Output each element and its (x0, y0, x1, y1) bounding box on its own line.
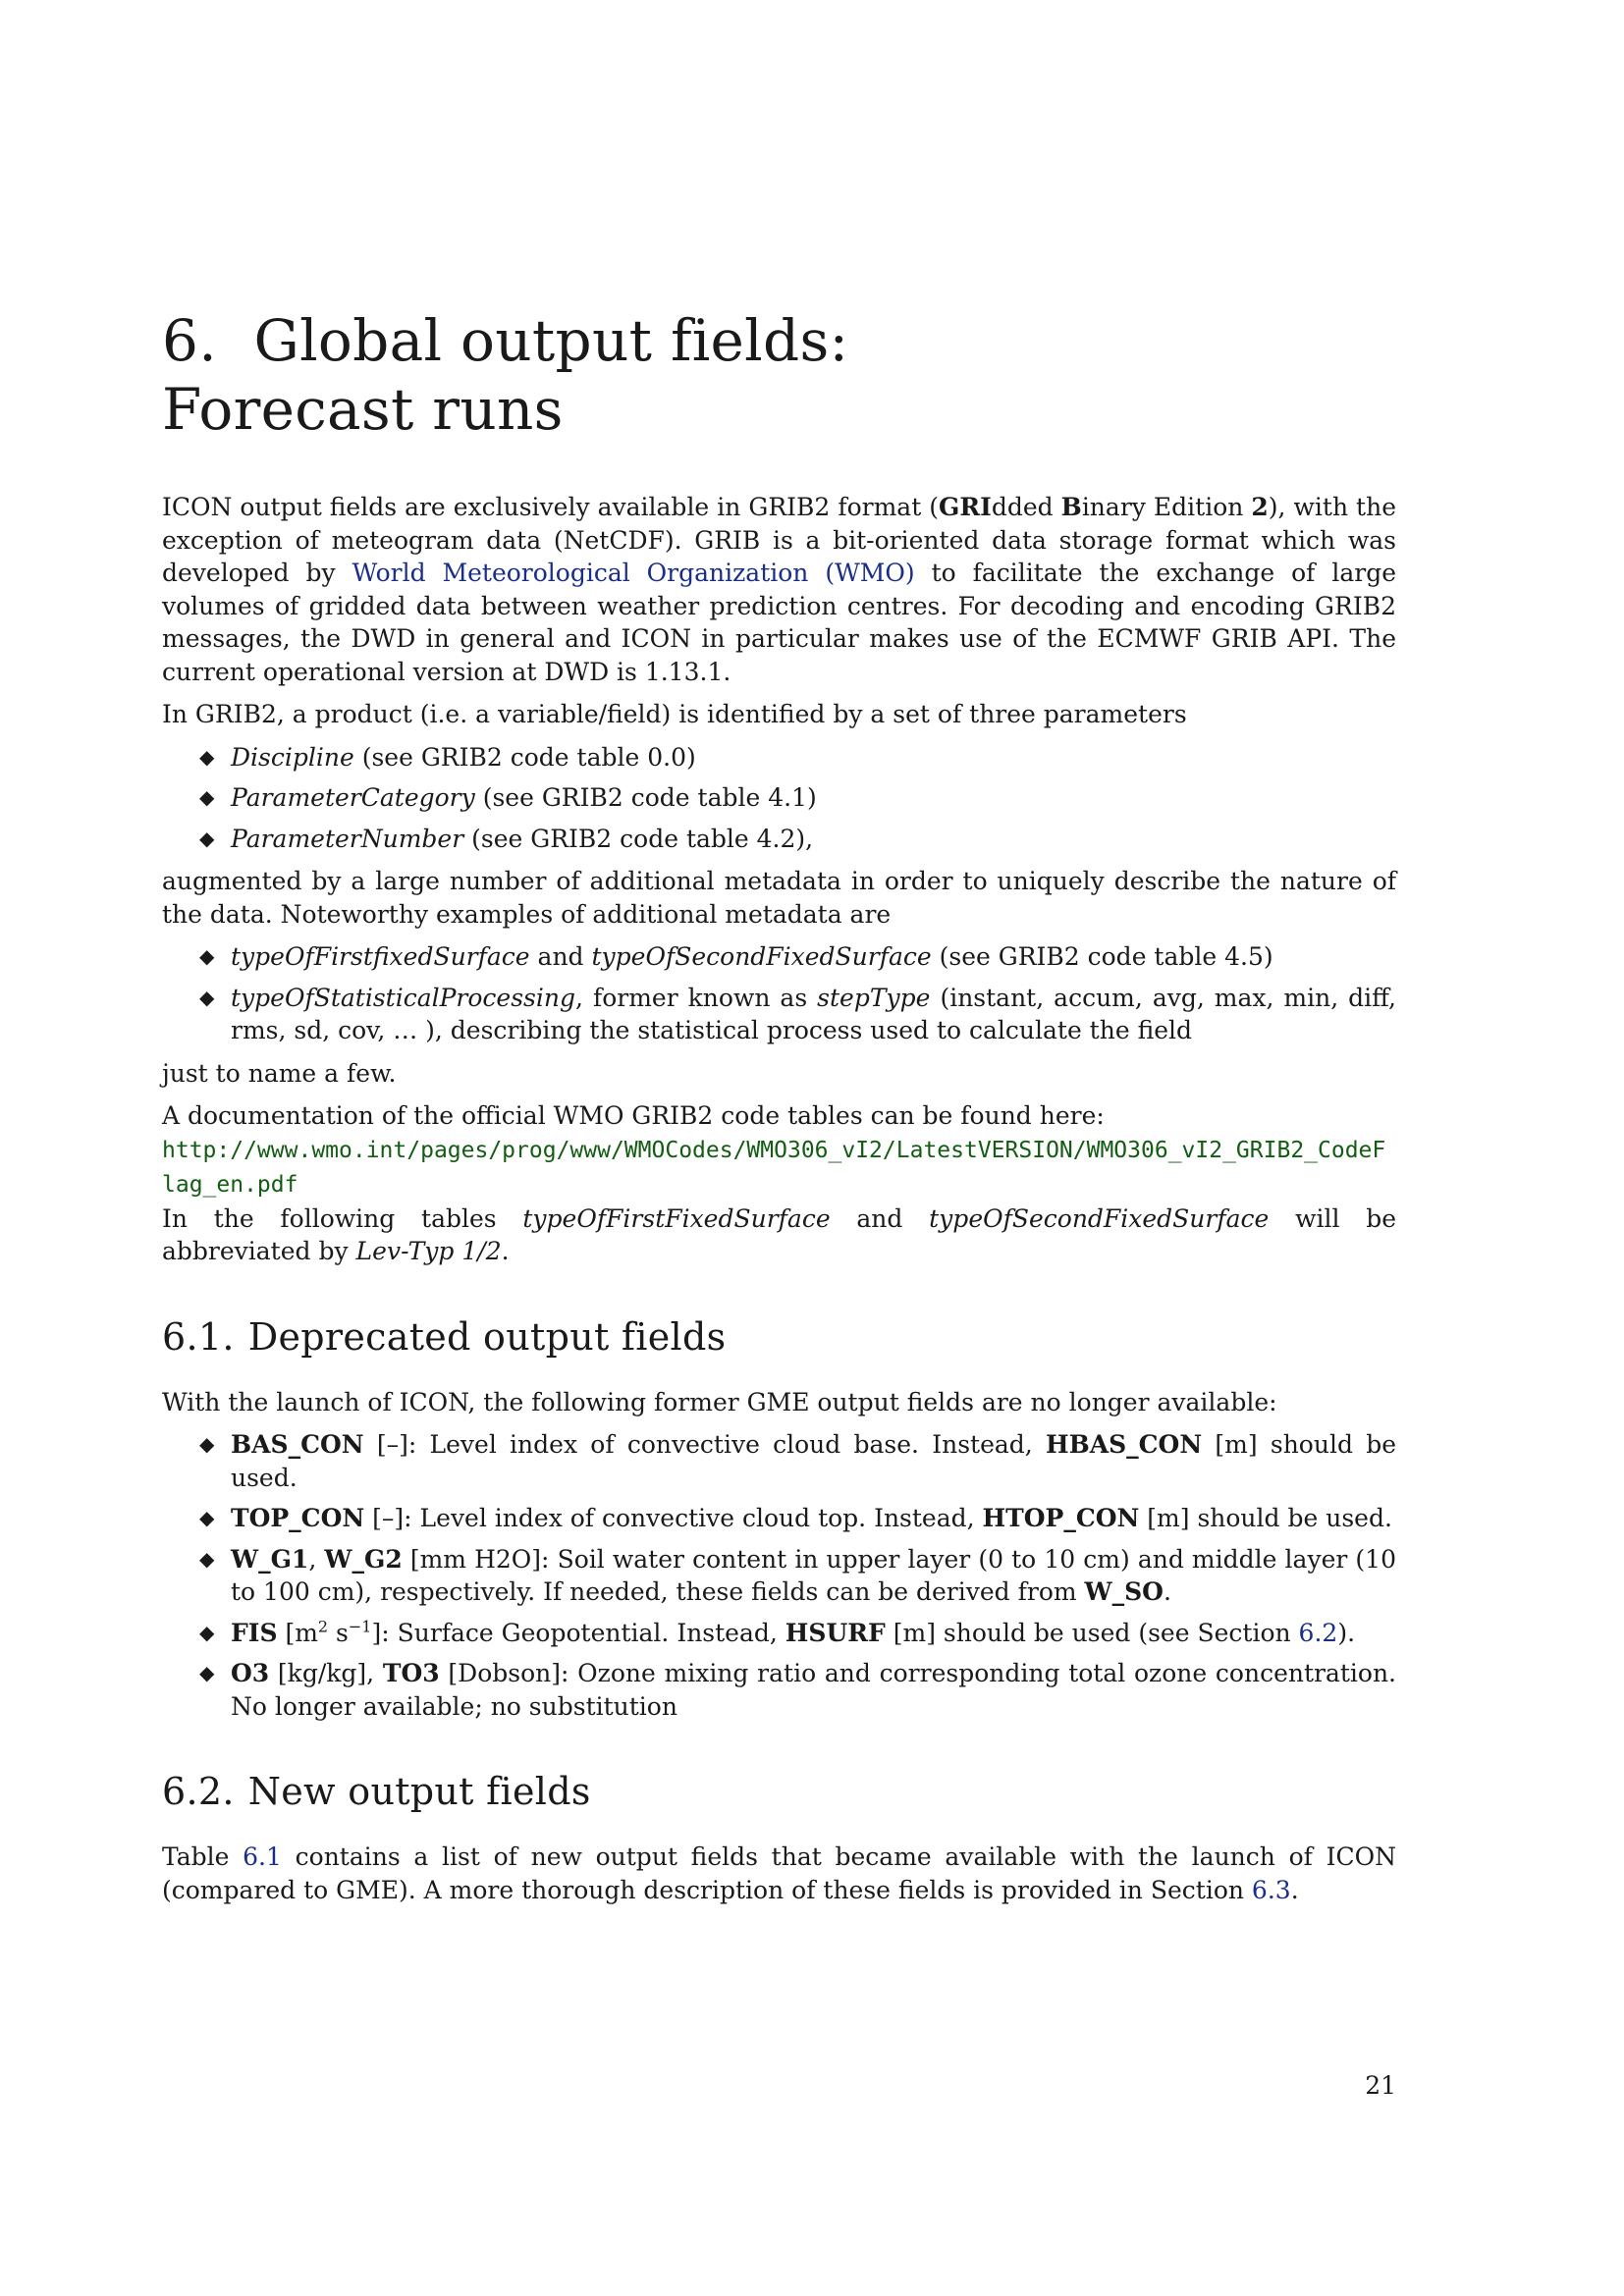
list-item: ◆ typeOfFirstfixedSurface and typeOfSecondFixedSurface (see GRIB2 code table 4.5) (231, 940, 1396, 974)
bullet-icon: ◆ (199, 744, 215, 769)
intro-paragraph: ICON output fields are exclusively available in GRIB2 format (GRIdded Binary Edition 2), with the exception of meteogram data (NetCDF). GRIB is a bit-oriented data storage format which was developed by World Meteorological Organization (WMO) to facilitate the exchange of large volumes of gridded data between weather prediction centres. For decoding and encoding GRIB2 messages, the DWD in general and ICON in particular makes use of the ECMWF GRIB API. The current operational version at DWD is 1.13.1. (162, 493, 1397, 686)
bullet-icon: ◆ (199, 826, 215, 850)
chapter-title (162, 306, 848, 444)
section-6-3-link[interactable]: 6.3 (1251, 1875, 1291, 1904)
list-item: ◆ ParameterCategory (see GRIB2 code table 4.1) (231, 781, 1396, 815)
bullet-icon: ◆ (199, 1620, 215, 1644)
metadata-paragraph: augmented by a large number of additional metadata in order to uniquely describe the nature of the data. Noteworthy examples of additional metadata are (162, 867, 1396, 929)
chapter-title-line2: Forecast runs (162, 376, 564, 443)
metadata-list (162, 940, 1396, 1047)
list-item: ◆ typeOfStatisticalProcessing, former known as stepType (instant, accum, avg, max, min, diff, rms, sd, cov, … ), describing the statistical process used to calculate the field (199, 983, 1396, 1044)
bullet-icon: ◆ (199, 1546, 215, 1571)
bullet-icon: ◆ (199, 985, 215, 1009)
list-item: ◆ FIS [$m^2$ $s^{-1}$]: Surface Geopotential. Instead, HSURF [m] should be used (see Section 6.2). (231, 1617, 1396, 1650)
chapter-body (162, 491, 1396, 1916)
list-item: ◆ ParameterNumber (see GRIB2 code table 4.2), (231, 823, 1396, 856)
documentation-paragraph: A documentation of the official WMO GRIB2 code tables can be found here: http://www.wmo.int/pages/prog/www/WMOCodes/WMO306_vI2/LatestVERSION/WMO306_vI2_GRIB2_CodeFlag_en.pdf (162, 1101, 1386, 1198)
bullet-icon: ◆ (199, 785, 215, 809)
chapter-title-text: Global output fields: (253, 307, 849, 374)
list-item: ◆ Discipline (see GRIB2 code table 0.0) (231, 741, 1396, 774)
section-heading-deprecated: 6.1. Deprecated output fields (162, 1314, 727, 1359)
section-6-2-link[interactable]: 6.2 (1298, 1618, 1338, 1647)
abbreviation-paragraph: In the following tables typeOfFirstFixedSurface and typeOfSecondFixedSurface will be abbreviated by Lev-Typ 1/2. (162, 1203, 1396, 1265)
list-item: ◆ W_G1, W_G2 [mm H2O]: Soil water content in upper layer (0 to 10 cm) and middle layer (10 to 100 cm), respectively. If needed, these fields can be derived from W_SO. (199, 1544, 1396, 1606)
wmo-link[interactable]: World Meteorological Organization (WMO) (352, 559, 915, 587)
chapter-number: 6. (162, 307, 217, 374)
page-number: 21 (1365, 2071, 1396, 2100)
bullet-icon: ◆ (199, 1506, 215, 1529)
grib2-code-tables-url[interactable]: http://www.wmo.int/pages/prog/www/WMOCodes/WMO306_vI2/LatestVERSION/WMO306_vI2_GRIB2_CodeFlag_en.pdf (162, 1137, 1386, 1198)
table-6-1-link[interactable]: 6.1 (243, 1842, 282, 1871)
bullet-icon: ◆ (199, 944, 215, 968)
new-fields-paragraph: Table 6.1 contains a list of new output fields that became available with the launch of ICON (compared to GME). A more thorough description of these fields is provided in Section 6.3. (162, 1842, 1396, 1904)
list-item: ◆ TOP_CON [–]: Level index of convective cloud top. Instead, HTOP_CON [m] should be used. (231, 1502, 1396, 1535)
deprecated-list (162, 1428, 1396, 1723)
list-item: ◆ BAS_CON [–]: Level index of convective cloud base. Instead, HBAS_CON [m] should be used. (199, 1430, 1396, 1492)
list-item: ◆ O3 [kg/kg], TO3 [Dobson]: Ozone mixing ratio and corresponding total ozone concentration. No longer available; no substitution (199, 1659, 1397, 1721)
parameters-list (162, 741, 1396, 856)
bullet-icon: ◆ (199, 1432, 215, 1456)
grib2-product-paragraph: In GRIB2, a product (i.e. a variable/field) is identified by a set of three parameters (162, 700, 1187, 728)
bullet-icon: ◆ (199, 1661, 215, 1684)
chapter-title-line1 (162, 306, 848, 375)
section-heading-new: 6.2. New output fields (162, 1770, 591, 1813)
just-to-name-paragraph: just to name a few. (162, 1058, 397, 1088)
deprecated-lead: With the launch of ICON, the following former GME output fields are no longer available: (162, 1387, 1277, 1416)
